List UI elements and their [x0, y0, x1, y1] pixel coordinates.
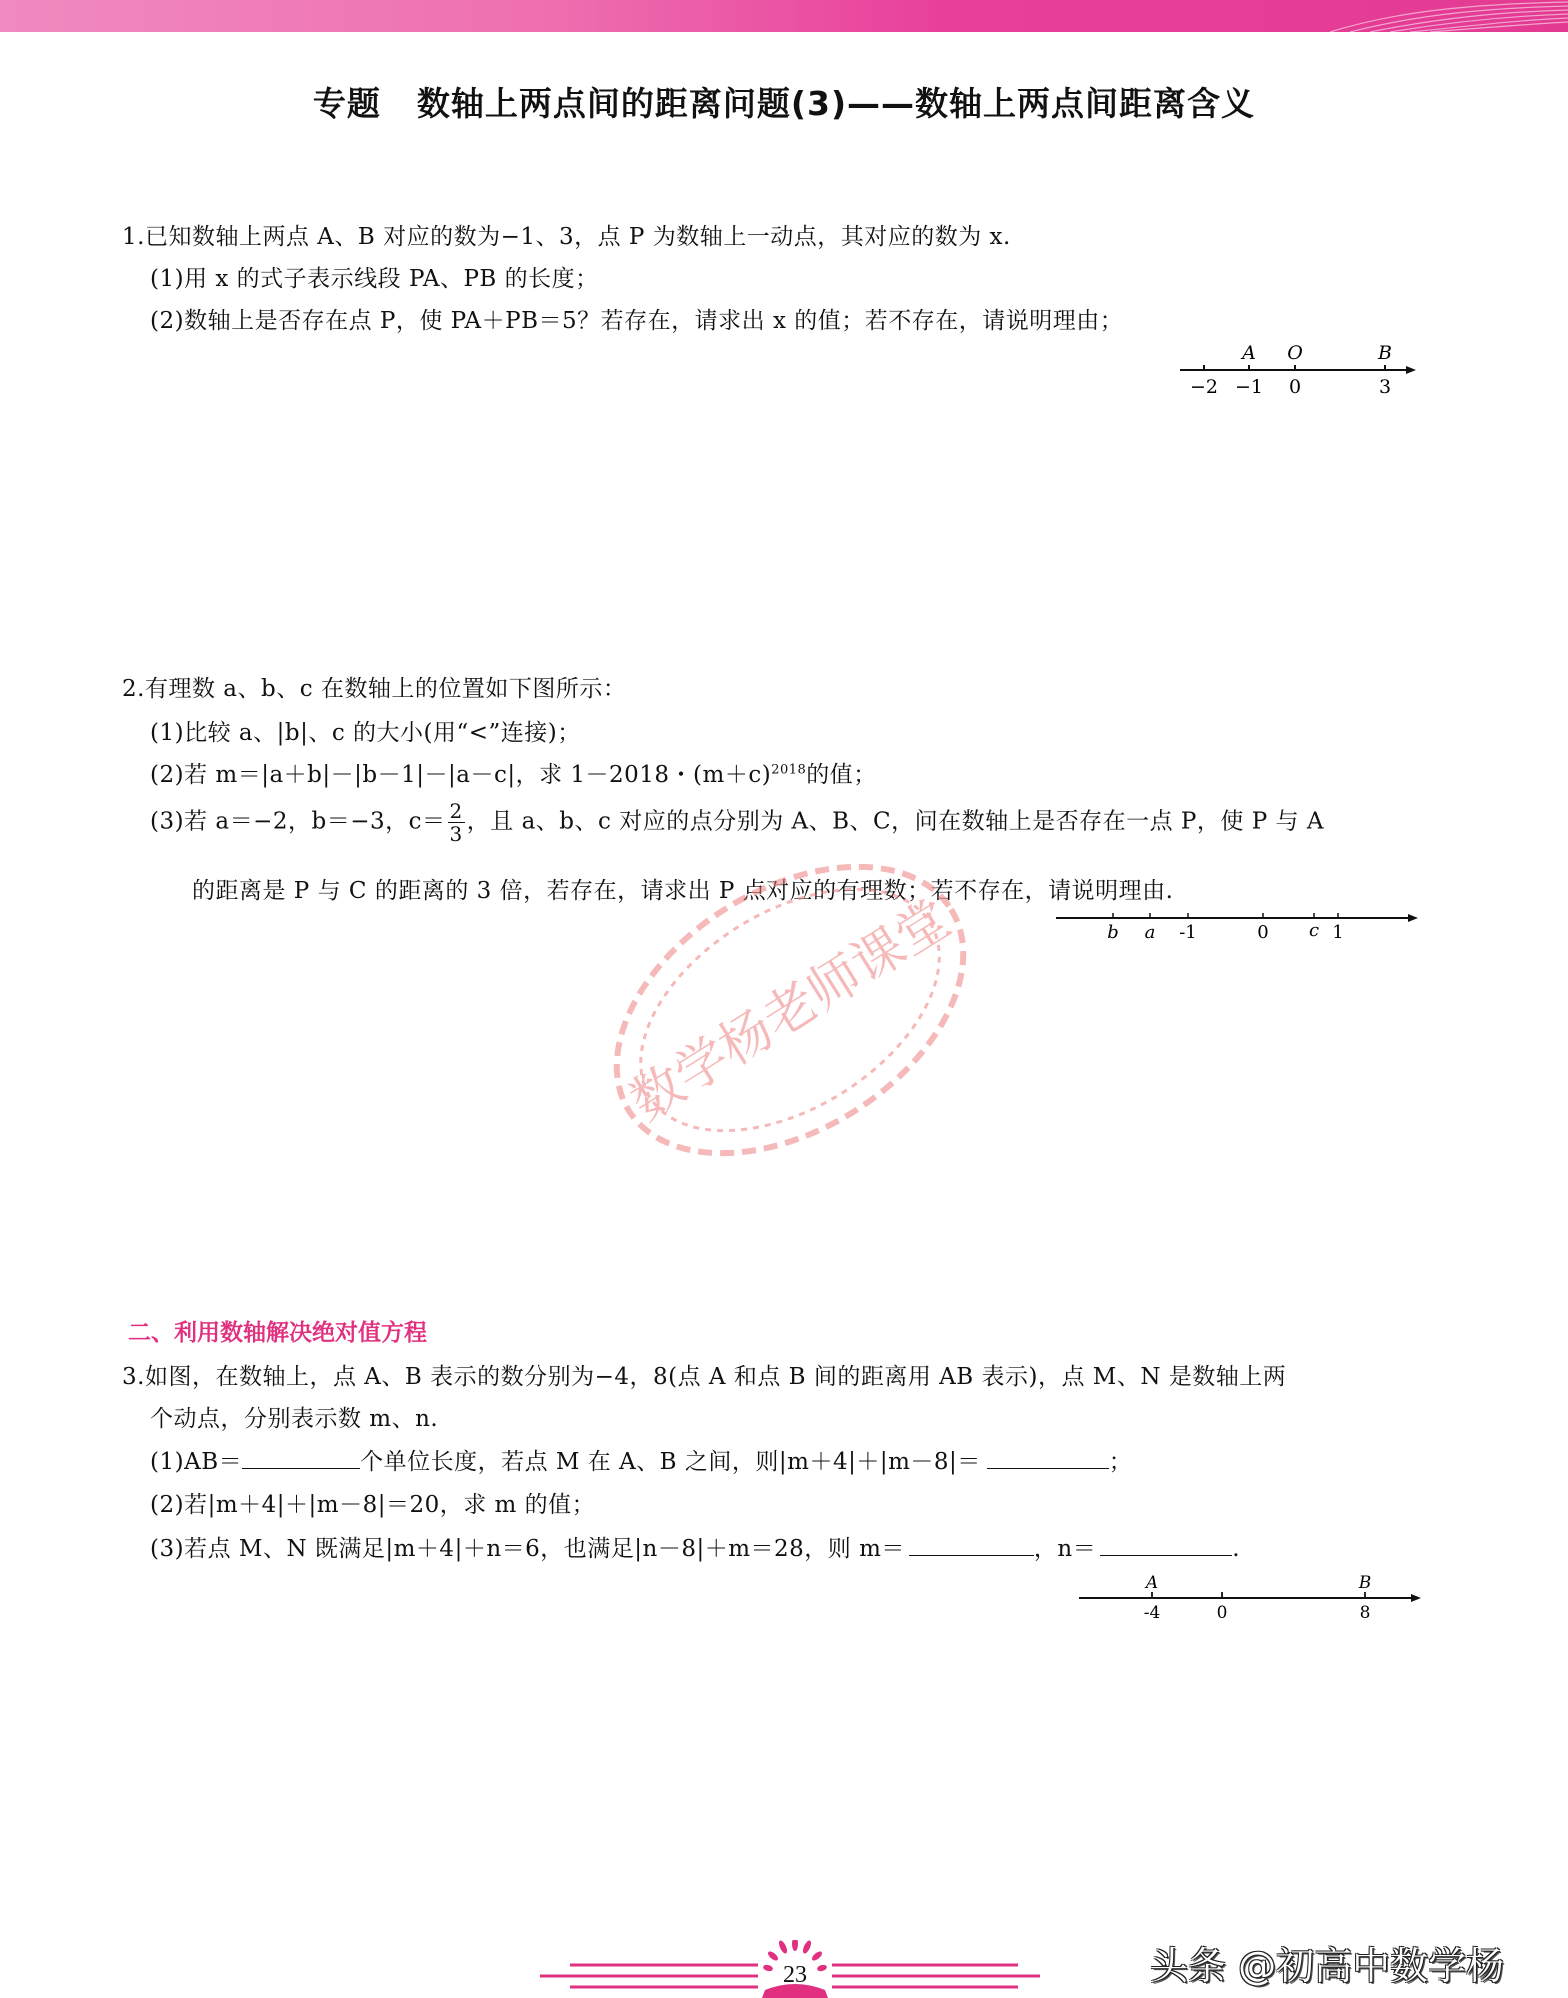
q2-part3-b: ，且 a、b、c 对应的点分别为 A、B、C，问在数轴上是否存在一点 P，使 P 与 A	[466, 808, 1324, 835]
q3-stem-line2: 个动点，分别表示数 m、n.	[150, 1406, 439, 1432]
q2-axis-label-a: a	[1144, 922, 1156, 943]
q2-stem: 2.有理数 a、b、c 在数轴上的位置如下图所示：	[122, 676, 627, 702]
q2-part2-exponent: 2018	[771, 762, 807, 778]
answer-blank-m[interactable]	[909, 1554, 1034, 1556]
q3-part1-c: ；	[1108, 1449, 1133, 1475]
q3-tick-8: 8	[1359, 1603, 1371, 1623]
q2-part3-line2: 的距离是 P 与 C 的距离的 3 倍，若存在，请求出 P 点对应的有理数；若不存在，请说明理由.	[192, 878, 1174, 904]
q2-part1: (1)比较 a、|b|、c 的大小(用“<”连接)；	[150, 720, 581, 746]
fraction-two-thirds: $\frac{2}{3}$	[449, 799, 463, 846]
q2-number-line	[1050, 905, 1430, 950]
q3-part1	[150, 1443, 1132, 1476]
q3-axis-label-b: B	[1358, 1573, 1372, 1593]
q3-part3-b: ，n＝	[1033, 1536, 1097, 1562]
q1-tick-neg2: −2	[1189, 376, 1219, 398]
q1-axis-label-b: B	[1378, 342, 1392, 364]
q2-part2	[150, 756, 877, 789]
q2-part3-a: (3)若 a＝−2，b＝−3，c＝	[150, 808, 446, 835]
q2-axis-label-neg1: -1	[1179, 922, 1197, 943]
q1-stem: 1.已知数轴上两点 A、B 对应的数为−1、3，点 P 为数轴上一动点，其对应的数为 x.	[122, 224, 1011, 250]
page-title	[0, 78, 1568, 125]
q1-part1: (1)用 x 的式子表示线段 PA、PB 的长度；	[150, 266, 599, 292]
title-main: 数轴上两点间的距离问题(3)——数轴上两点间距离含义	[416, 84, 1256, 123]
q2-axis-label-1: 1	[1332, 922, 1344, 943]
q3-part1-a: (1)AB＝	[150, 1449, 243, 1475]
q1-part2: (2)数轴上是否存在点 P，使 PA＋PB＝5？若存在，请求出 x 的值；若不存在，请说明理由；	[150, 308, 1124, 334]
q3-part1-b: 个单位长度，若点 M 在 A、B 之间，则|m＋4|＋|m－8|＝	[360, 1449, 981, 1475]
page-number-badge	[540, 1940, 1040, 1998]
q1-axis-label-a: A	[1242, 342, 1256, 364]
q3-part3-a: (3)若点 M、N 既满足|m＋4|＋n＝6，也满足|n－8|＋m＝28，则 m＝	[150, 1536, 905, 1562]
q2-axis-label-c: c	[1308, 920, 1320, 941]
page-number: 23	[783, 1962, 807, 1988]
q3-tick-neg4: -4	[1143, 1603, 1161, 1623]
q1-number-line	[1170, 335, 1430, 405]
watermark-stamp	[580, 860, 1000, 1160]
title-prefix: 专题	[312, 84, 381, 123]
q1-axis-label-o: O	[1287, 342, 1303, 364]
q3-tick-0: 0	[1216, 1603, 1228, 1623]
answer-blank-abs-sum[interactable]	[987, 1467, 1109, 1469]
q1-tick-3: 3	[1378, 376, 1392, 398]
q3-part3	[150, 1530, 1240, 1563]
q2-part2-main: (2)若 m＝|a＋b|－|b－1|－|a－c|，求 1－2018・(m＋c)	[150, 762, 772, 788]
q1-tick-0: 0	[1288, 376, 1302, 398]
stamp-text: 数学杨老师课堂	[620, 888, 961, 1133]
q2-axis-label-0: 0	[1257, 922, 1269, 943]
answer-blank-ab[interactable]	[242, 1467, 360, 1469]
q1-tick-neg1: −1	[1234, 376, 1264, 398]
q3-number-line	[1075, 1568, 1435, 1628]
q3-stem-line1: 3.如图，在数轴上，点 A、B 表示的数分别为−4，8(点 A 和点 B 间的距离用 AB 表示)，点 M、N 是数轴上两	[122, 1364, 1287, 1390]
site-watermark: 头条 @初高中数学杨	[1150, 1944, 1505, 1988]
q3-axis-label-a: A	[1145, 1573, 1159, 1593]
q2-part2-tail: 的值；	[806, 762, 877, 788]
banner-wave-pattern	[0, 0, 1568, 32]
q2-axis-label-b: b	[1107, 922, 1119, 943]
section-heading: 二、利用数轴解决绝对值方程	[128, 1320, 427, 1346]
header-banner	[0, 0, 1568, 32]
answer-blank-n[interactable]	[1100, 1554, 1232, 1556]
q2-part3-line1	[150, 800, 1324, 845]
q3-part2: (2)若|m＋4|＋|m－8|＝20，求 m 的值；	[150, 1492, 596, 1518]
q3-part3-c: .	[1232, 1536, 1241, 1562]
